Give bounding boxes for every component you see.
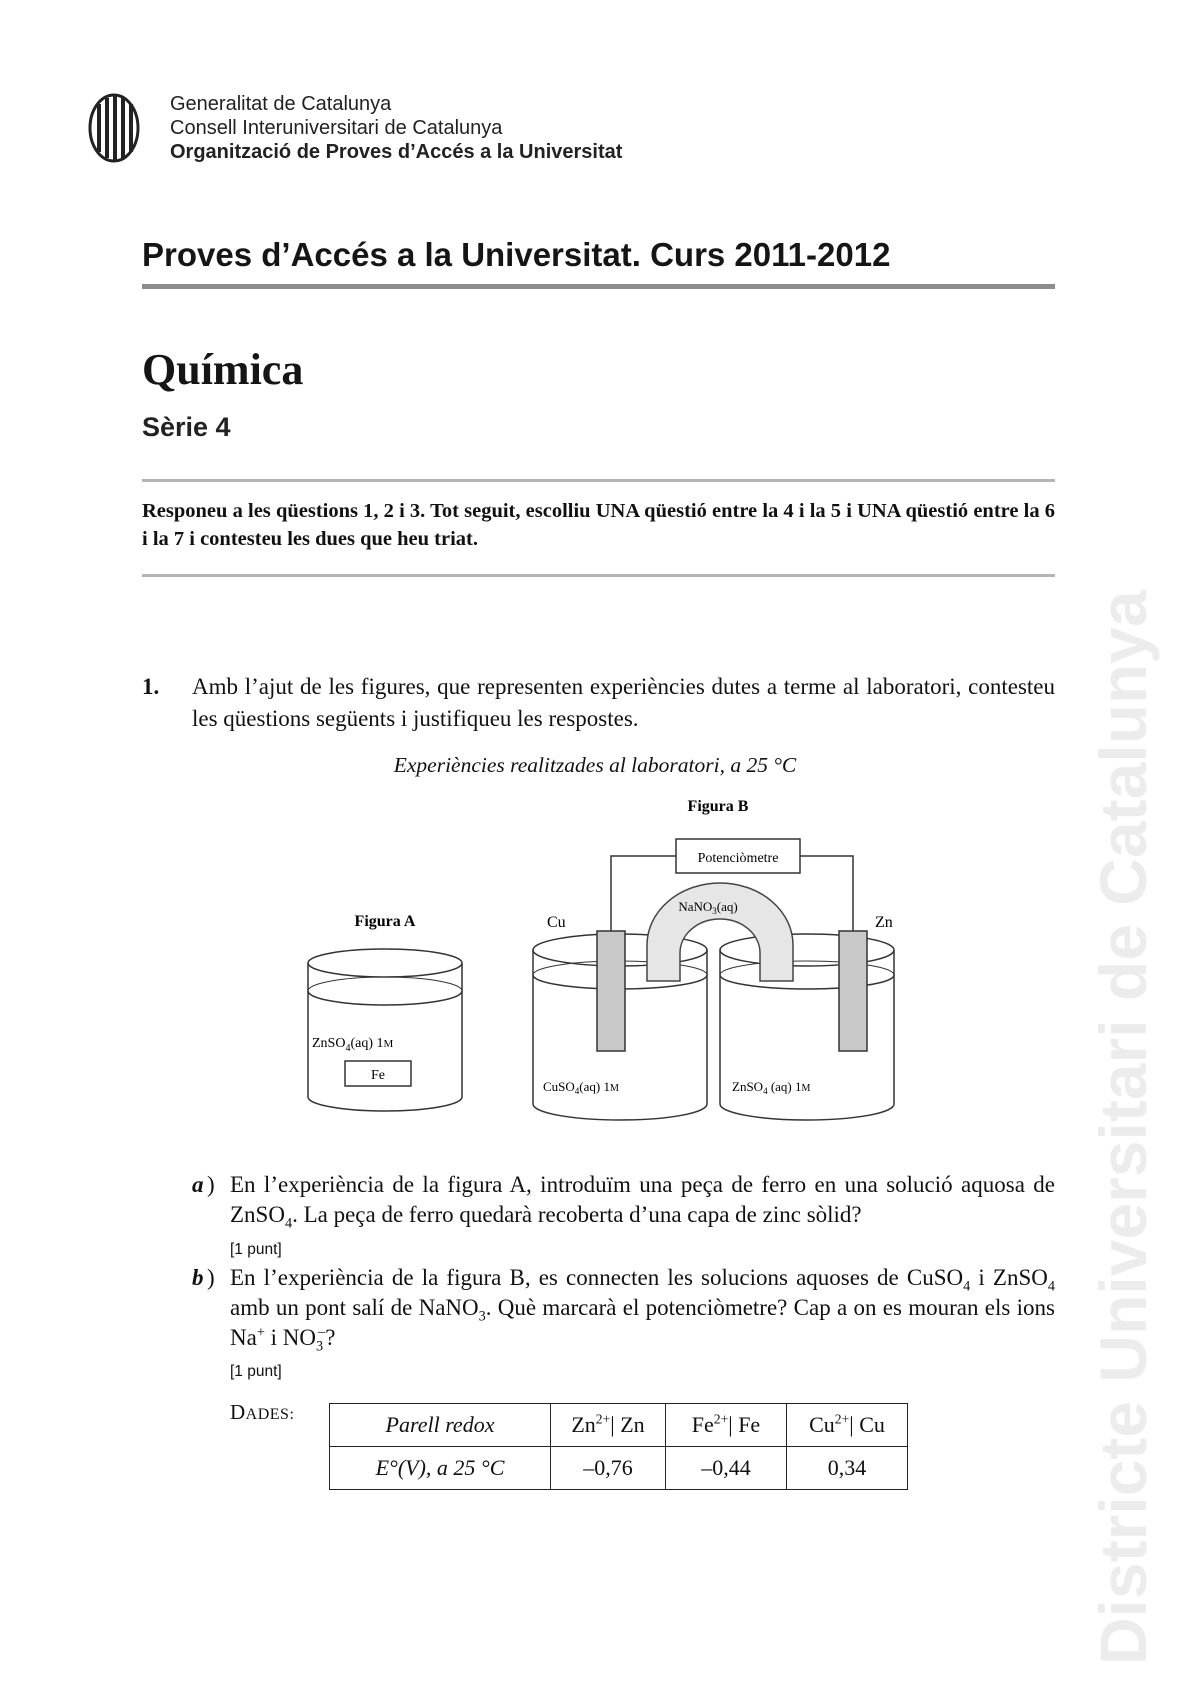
iron-piece-label: Fe xyxy=(371,1068,385,1083)
potential-cu: 0,34 xyxy=(787,1447,908,1490)
couple-cu: $Cu^{2+}|$ Cu xyxy=(787,1404,908,1447)
zinc-solution-label: ZnSO$_4$ (aq) 1M xyxy=(732,1079,811,1096)
figure-b-title: Figura B xyxy=(687,798,749,815)
series-label: Sèrie 4 xyxy=(142,412,231,442)
potential-fe: –0,44 xyxy=(666,1447,787,1490)
subject-title: Química xyxy=(142,345,304,394)
org-line-2: Consell Interuniversitari de Catalunya xyxy=(170,117,503,139)
course-title: Proves d’Accés a la Universitat. Curs 2011-2012 xyxy=(142,236,891,273)
part-b-paren: ) xyxy=(207,1265,215,1290)
zinc-electrode xyxy=(839,931,867,1051)
copper-electrode xyxy=(597,931,625,1051)
catalonia-senyera-logo-icon xyxy=(88,92,140,164)
instructions: Responeu a les qüestions 1, 2 i 3. Tot seguit, escolliu UNA qüestió entre la 4 i la 5 i UNA qüestió entre la 6 i la 7 i contesteu les dues que heu triat. xyxy=(142,500,1055,550)
couple-fe: $Fe^{2+}|$ Fe xyxy=(666,1404,787,1447)
table-row xyxy=(330,1447,908,1490)
figure-a-solution-label: ZnSO$_4$(aq) 1M xyxy=(312,1036,394,1054)
wire-right xyxy=(800,856,853,931)
part-b xyxy=(192,1263,1055,1355)
part-b-text: En l’experiència de la figura B, es connecten les solucions aquoses de CuSO$_4$ i ZnSO$_4$ amb un pont salí de NaNO$_3$. Què marcarà el potenciòmetre? Cap a on es mouran els ions Na+ i $NO_3^-$? xyxy=(230,1265,1055,1355)
figure-caption: Experiències realitzades al laboratori, a 25 °C xyxy=(393,753,797,777)
part-a-points: [1 punt] xyxy=(230,1241,282,1258)
part-b-label: b xyxy=(192,1265,204,1290)
copper-electrode-label: Cu xyxy=(547,914,566,931)
table-row-header: Parell redox xyxy=(330,1404,551,1447)
salt-bridge-label: NaNO$_3$(aq) xyxy=(678,899,738,916)
instructions-top-divider xyxy=(142,479,1055,482)
data-label: DADES: xyxy=(230,1400,295,1424)
part-a xyxy=(192,1170,1055,1232)
couple-zn: $Zn^{2+}|$ Zn xyxy=(551,1404,666,1447)
instructions-bottom-divider xyxy=(142,574,1055,577)
zinc-electrode-label: Zn xyxy=(875,914,893,931)
figure-a-title: Figura A xyxy=(354,913,416,930)
org-line-3: Organització de Proves d’Accés a la Universitat xyxy=(170,141,623,163)
lab-figures xyxy=(300,785,940,1135)
title-divider xyxy=(142,284,1055,289)
potentiometer-label: Potenciòmetre xyxy=(697,851,779,866)
table-row xyxy=(330,1404,908,1447)
part-a-text: En l’experiència de la figura A, introduïm una peça de ferro en una solució aquosa de ZnSO$_4$. La peça de ferro quedarà recoberta d’una capa de zinc sòlid? xyxy=(230,1172,1055,1232)
org-line-1: Generalitat de Catalunya xyxy=(170,93,392,115)
question-text: Amb l’ajut de les figures, que representen experiències dutes a terme al laboratori, contesteu les qüestions següents i justifiqueu les respostes. xyxy=(192,674,1055,731)
copper-solution-label: CuSO$_4$(aq) 1M xyxy=(543,1079,619,1096)
part-a-label: a xyxy=(192,1172,204,1197)
part-a-paren: ) xyxy=(207,1172,215,1197)
part-b-points: [1 punt] xyxy=(230,1363,282,1380)
redox-data-table xyxy=(329,1403,908,1490)
potential-zn: –0,76 xyxy=(551,1447,666,1490)
table-row-header: E°(V), a 25 °C xyxy=(330,1447,551,1490)
question-number: 1. xyxy=(142,674,160,699)
side-watermark: Districte Universitari de Catalunya xyxy=(1086,590,1160,1665)
